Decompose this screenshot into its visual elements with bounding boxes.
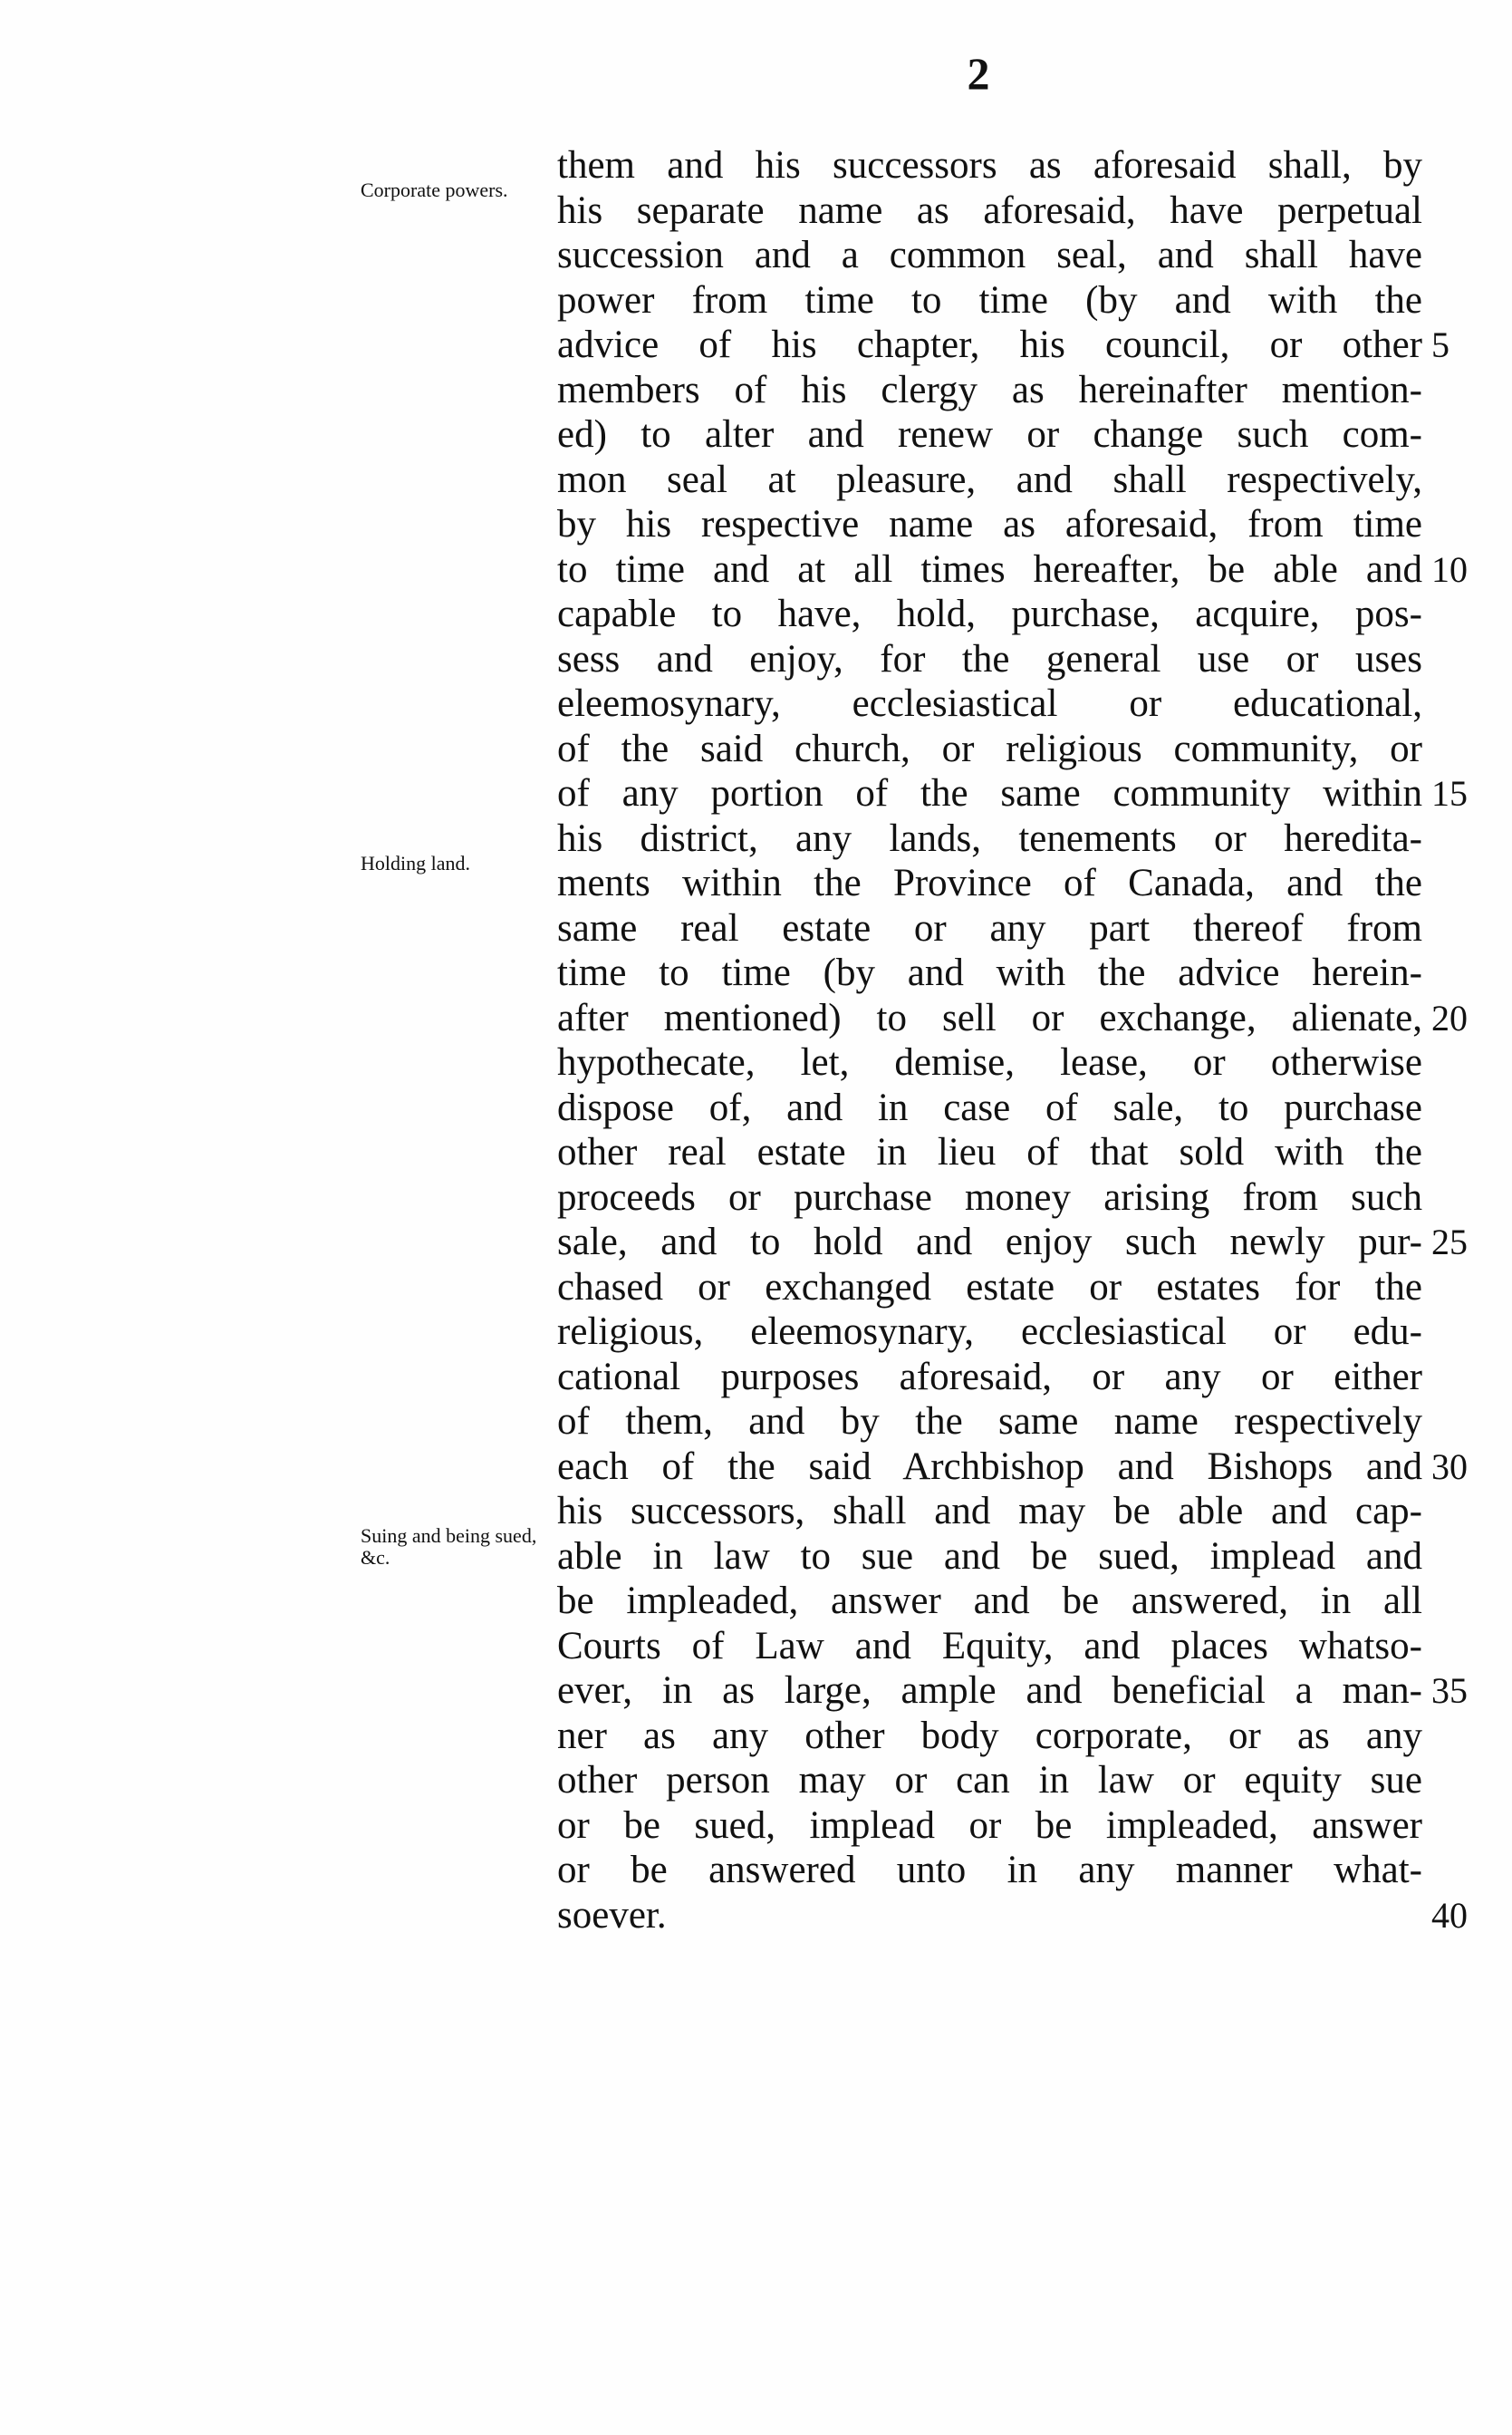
line-text: cational purposes aforesaid, or any or either bbox=[557, 1355, 1422, 1398]
text-line bbox=[557, 1624, 1422, 1669]
text-line bbox=[557, 1893, 1422, 1938]
text-line bbox=[557, 1265, 1422, 1310]
text-line bbox=[557, 1445, 1422, 1490]
line-text: soever. bbox=[557, 1893, 667, 1937]
text-line bbox=[557, 996, 1422, 1041]
line-text: sale, and to hold and enjoy such newly pur- bbox=[557, 1221, 1422, 1263]
text-line bbox=[557, 547, 1422, 593]
line-number: 25 bbox=[1431, 1222, 1468, 1262]
text-line bbox=[557, 1758, 1422, 1803]
line-text: power from time to time (by and with the bbox=[557, 278, 1422, 322]
line-number: 20 bbox=[1431, 997, 1468, 1039]
text-line bbox=[557, 1848, 1422, 1893]
text-line bbox=[557, 502, 1422, 547]
line-text: succession and a common seal, and shall have bbox=[557, 234, 1422, 276]
text-line bbox=[557, 1355, 1422, 1400]
marginal-note: Suing and being sued, &c. bbox=[361, 1524, 537, 1569]
line-text: chased or exchanged estate or estates for the bbox=[557, 1265, 1422, 1309]
text-line bbox=[557, 1220, 1422, 1265]
line-text: other person may or can in law or equity sue bbox=[557, 1759, 1422, 1802]
text-line bbox=[557, 637, 1422, 682]
text-line bbox=[557, 188, 1422, 234]
line-text: other real estate in lieu of that sold with the bbox=[557, 1131, 1422, 1174]
line-number: 40 bbox=[1431, 1894, 1468, 1936]
text-line bbox=[557, 861, 1422, 906]
line-text: after mentioned) to sell or exchange, alienate, bbox=[557, 996, 1422, 1039]
line-number: 10 bbox=[1431, 548, 1468, 590]
page-number: 2 bbox=[967, 48, 990, 99]
line-text: them and his successors as aforesaid shall, by bbox=[557, 144, 1422, 187]
line-text: or be sued, implead or be impleaded, answer bbox=[557, 1803, 1422, 1847]
line-text: each of the said Archbishop and Bishops and bbox=[557, 1445, 1422, 1488]
text-line bbox=[557, 951, 1422, 996]
line-text: of the said church, or religious community, or bbox=[557, 727, 1422, 770]
marginal-note: Corporate powers. bbox=[361, 179, 508, 201]
line-text: be impleaded, answer and be answered, in all bbox=[557, 1580, 1422, 1622]
text-line bbox=[557, 727, 1422, 772]
line-text: eleemosynary, ecclesiastical or educational, bbox=[557, 682, 1422, 725]
line-text: dispose of, and in case of sale, to purchase bbox=[557, 1086, 1422, 1129]
line-text: advice of his chapter, his council, or other bbox=[557, 324, 1422, 366]
text-line bbox=[557, 1175, 1422, 1221]
text-line bbox=[557, 278, 1422, 324]
line-text: proceeds or purchase money arising from such bbox=[557, 1175, 1422, 1219]
text-line bbox=[557, 1579, 1422, 1624]
line-text: to time and at all times hereafter, be able and bbox=[557, 547, 1422, 591]
line-text: same real estate or any part thereof from bbox=[557, 906, 1422, 950]
line-text: ever, in as large, ample and beneficial a man- bbox=[557, 1669, 1422, 1712]
line-text: hypothecate, let, demise, lease, or otherwise bbox=[557, 1041, 1422, 1084]
line-number: 30 bbox=[1431, 1445, 1468, 1487]
text-line bbox=[557, 1668, 1422, 1714]
text-line bbox=[557, 1534, 1422, 1580]
line-text: of any portion of the same community within bbox=[557, 772, 1422, 815]
line-number: 35 bbox=[1431, 1670, 1468, 1711]
line-text: ed) to alter and renew or change such com- bbox=[557, 413, 1422, 456]
text-line bbox=[557, 323, 1422, 368]
text-line bbox=[557, 1086, 1422, 1131]
line-text: or be answered unto in any manner what- bbox=[557, 1849, 1422, 1891]
line-text: his separate name as aforesaid, have perpetual bbox=[557, 188, 1422, 232]
line-text: time to time (by and with the advice herein- bbox=[557, 952, 1422, 994]
text-line bbox=[557, 906, 1422, 952]
text-line bbox=[557, 1399, 1422, 1445]
line-text: mon seal at pleasure, and shall respectively, bbox=[557, 458, 1422, 501]
line-text: his district, any lands, tenements or heredita- bbox=[557, 816, 1422, 860]
line-text: ner as any other body corporate, or as any bbox=[557, 1714, 1422, 1757]
text-line bbox=[557, 233, 1422, 278]
line-text: of them, and by the same name respectively bbox=[557, 1400, 1422, 1443]
text-line bbox=[557, 816, 1422, 862]
line-text: ments within the Province of Canada, and the bbox=[557, 862, 1422, 904]
text-line bbox=[557, 1714, 1422, 1759]
body-text bbox=[557, 143, 1422, 1937]
text-line bbox=[557, 458, 1422, 503]
text-line bbox=[557, 681, 1422, 727]
text-line bbox=[557, 143, 1422, 188]
line-number: 15 bbox=[1431, 773, 1468, 814]
line-number: 5 bbox=[1431, 324, 1449, 365]
text-line bbox=[557, 771, 1422, 816]
text-line bbox=[557, 412, 1422, 458]
line-text: capable to have, hold, purchase, acquire, pos- bbox=[557, 593, 1422, 635]
text-line bbox=[557, 1130, 1422, 1175]
line-text: sess and enjoy, for the general use or uses bbox=[557, 637, 1422, 681]
text-line bbox=[557, 592, 1422, 637]
line-text: by his respective name as aforesaid, from time bbox=[557, 503, 1422, 546]
line-text: his successors, shall and may be able and cap- bbox=[557, 1490, 1422, 1532]
line-text: religious, eleemosynary, ecclesiastical or edu- bbox=[557, 1310, 1422, 1353]
text-line bbox=[557, 1309, 1422, 1355]
text-line bbox=[557, 1489, 1422, 1534]
line-text: Courts of Law and Equity, and places whatso- bbox=[557, 1624, 1422, 1667]
text-line bbox=[557, 1040, 1422, 1086]
text-line bbox=[557, 1803, 1422, 1849]
line-text: able in law to sue and be sued, implead and bbox=[557, 1534, 1422, 1578]
line-text: members of his clergy as hereinafter mention- bbox=[557, 368, 1422, 411]
text-line bbox=[557, 368, 1422, 413]
marginal-note: Holding land. bbox=[361, 851, 470, 874]
